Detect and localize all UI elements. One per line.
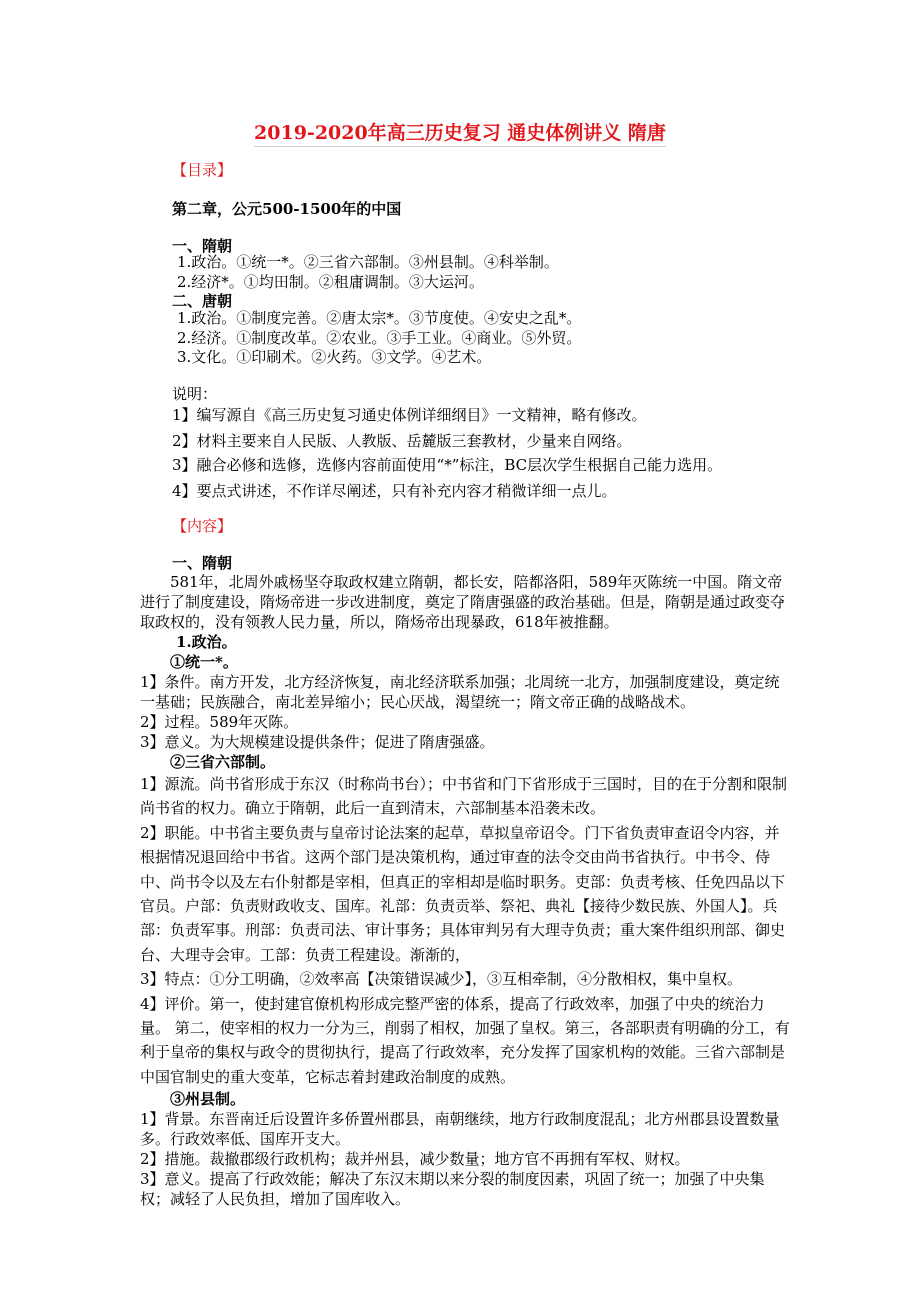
politics-heading: 1.政治。: [176, 633, 237, 651]
toc-sui-item: 2.经济*。①均田制。②租庸调制。③大运河。: [177, 273, 484, 291]
section-item: 1】条件。南方开发，北方经济恢复，南北经济联系加强；北周统一北方，加强制度建设，奠定统一基础；民族融合，南北差异缩小；民心厌战，渴望统一；隋文帝正确的战略战术。: [140, 673, 780, 711]
section-item: 3】意义。为大规模建设提供条件；促进了隋唐强盛。: [140, 733, 495, 751]
content-body: [140, 572, 790, 1209]
notes-label: 说明：: [172, 385, 218, 403]
toc-sui-item: 1.政治。①统一*。②三省六部制。③州县制。④科举制。: [177, 253, 559, 271]
section-item: 2】职能。中书省主要负责与皇帝讨论法案的起草，草拟皇帝诏令。门下省负责审查诏令内容，并根据情况退回给中书省。这两个部门是决策机构，通过审查的法令交由尚书省执行。中书令、侍中、尚书令以及左右仆射都是宰相，但真正的宰相却是临时职务。吏部：负责考核、任免四品以下官员。户部：负责财政收支、国库。礼部：负责贡举、祭祀、典礼【接待少数民族、外国人】。兵部：负责军事。刑部：负责司法、审计事务；具体审判另有大理寺负责；重大案件组织刑部、御史台、大理寺会审。工部：负责工程建设。渐渐的，: [140, 823, 786, 964]
section-item: 3】意义。提高了行政效能；解决了东汉末期以来分裂的制度因素，巩固了统一；加强了中央集权；减轻了人民负担，增加了国库收入。: [140, 1170, 765, 1209]
toc-tang-item: 1.政治。①制度完善。②唐太宗*。③节度使。④安史之乱*。: [177, 309, 582, 327]
section-item: 2】过程。589年灭陈。: [140, 713, 299, 731]
toc-tang-item: 3.文化。①印刷术。②火药。③文学。④艺术。: [177, 348, 492, 366]
note-item: 3】融合必修和选修，选修内容前面使用“*”标注，BC层次学生根据自己能力选用。: [172, 456, 723, 474]
note-item: 4】要点式讲述，不作详尽阐述，只有补充内容才稍微详细一点儿。: [172, 482, 617, 500]
section-item: 2】措施。裁撤郡级行政机构；裁并州县，减少数量；地方官不再拥有军权、财权。: [140, 1150, 690, 1169]
document-title: 2019-2020年高三历史复习 通史体例讲义 隋唐: [0, 118, 920, 145]
note-item: 1】编写源自《高三历史复习通史体例详细纲目》一文精神，略有修改。: [172, 406, 647, 424]
section-item: 1】背景。东晋南迁后设置许多侨置州郡县，南朝继续，地方行政制度混乱；北方州郡县设置数量多。行政效率低、国库开支大。: [140, 1110, 780, 1149]
content-label: 【内容】: [172, 517, 233, 535]
toc-chapter: 第二章，公元500-1500年的中国: [172, 200, 402, 218]
section-heading-prefecture-county: ③州县制。: [170, 1090, 246, 1109]
toc-label: 【目录】: [172, 161, 233, 179]
toc-tang-item: 2.经济。①制度改革。②农业。③手工业。④商业。⑤外贸。: [177, 329, 582, 347]
section-heading-three-departments: ②三省六部制。: [170, 753, 276, 771]
sui-intro: 581年，北周外戚杨坚夺取政权建立隋朝，都长安，陪都洛阳，589年灭陈统一中国。隋文帝进行了制度建设，隋炀帝进一步改进制度，奠定了隋唐强盛的政治基础。但是，隋朝是通过政变夺取政权的，没有领教人民力量，所以，隋炀帝出现暴政，618年被推翻。: [140, 573, 786, 631]
content-sui-heading: 一、隋朝: [172, 554, 233, 572]
toc-tang-heading: 二、唐朝: [172, 292, 233, 310]
section-item: 4】评价。第一，使封建官僚机构形成完整严密的体系，提高了行政效率，加强了中央的统治力量。 第二，使宰相的权力一分为三，削弱了相权，加强了皇权。第三，各部职责有明确的分工，有利于皇帝的集权与政令的贯彻执行，提高了行政效率，充分发挥了国家机构的效能。三省六部制是中国官制史的重大变革，它标志着封建政治制度的成熟。: [140, 994, 790, 1086]
section-item: 1】源流。尚书省形成于东汉（时称尚书台）；中书省和门下省形成于三国时，目的在于分割和限制尚书省的权力。确立于隋朝，此后一直到清末，六部制基本沿袭未改。: [140, 775, 788, 818]
toc-sui-heading: 一、隋朝: [172, 237, 233, 255]
section-heading-unification: ①统一*。: [170, 653, 238, 671]
section-item: 3】特点：①分工明确，②效率高【决策错误减少】，③互相牵制，④分散相权，集中皇权。: [140, 970, 743, 989]
note-item: 2】材料主要来自人民版、人教版、岳麓版三套教材，少量来自网络。: [172, 432, 632, 450]
